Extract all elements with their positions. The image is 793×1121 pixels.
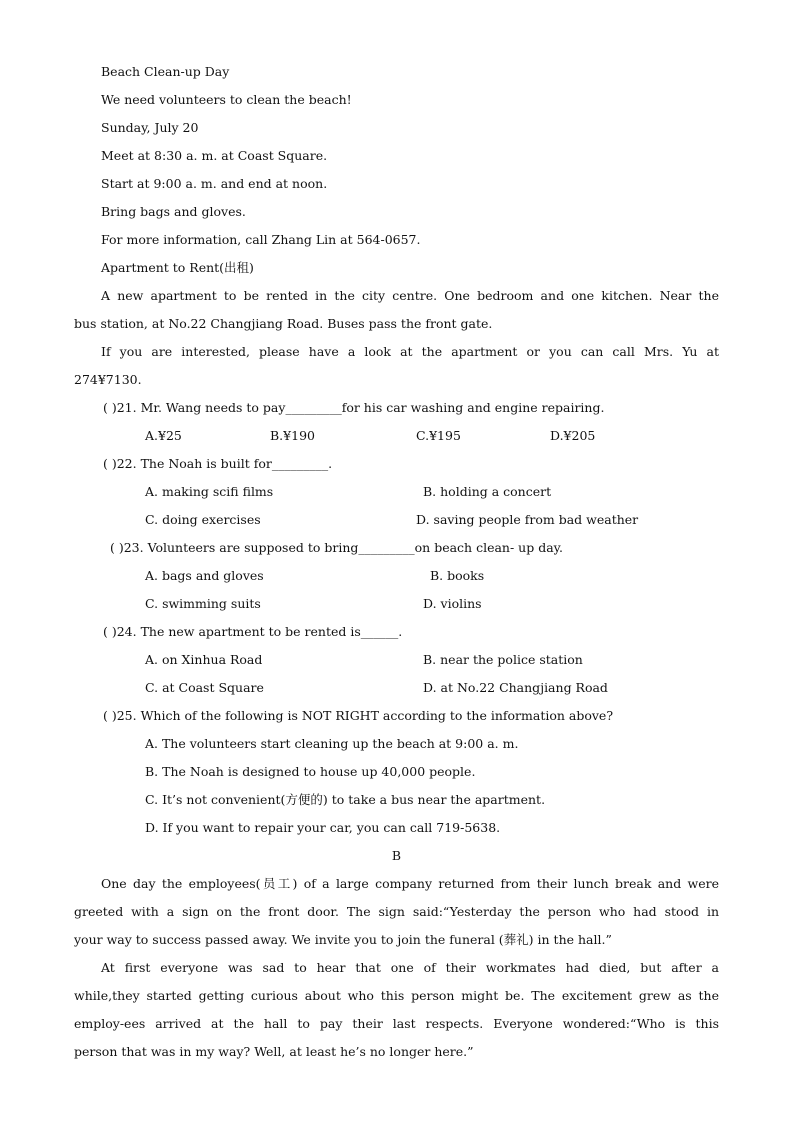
notice-need: We need volunteers to clean the beach! — [101, 92, 352, 107]
question-25-option-c: C. It’s not convenient(方便的) to take a bus near the apartment. — [145, 792, 546, 807]
apartment-para2-line1: If you are interested, please have a look at the apartment or you can call Mrs. Yu at — [101, 344, 719, 359]
section-b-label: B — [391, 848, 402, 863]
notice-title: Beach Clean-up Day — [101, 64, 230, 79]
notice-bring: Bring bags and gloves. — [101, 204, 246, 219]
section-b-para2-line1: At first everyone was sad to hear that one of their workmates had died, but after a — [101, 960, 719, 975]
question-21-option-b: B.¥190 — [270, 428, 315, 443]
question-22-option-a: A. making scifi films — [145, 484, 274, 499]
question-21-stem: ( )21. Mr. Wang needs to pay_________for his car washing and engine repairing. — [103, 400, 605, 415]
question-25-option-d: D. If you want to repair your car, you can call 719-5638. — [145, 820, 501, 835]
section-b-para2-line3: employ-ees arrived at the hall to pay their last respects. Everyone wondered:“Who is this — [74, 1016, 719, 1031]
question-21-option-a: A.¥25 — [145, 428, 182, 443]
apartment-title: Apartment to Rent(出租) — [101, 260, 254, 275]
question-21-option-d: D.¥205 — [550, 428, 596, 443]
apartment-para2-line2: 274¥7130. — [74, 372, 142, 387]
question-24-option-b: B. near the police station — [423, 652, 583, 667]
question-23-stem: ( )23. Volunteers are supposed to bring_________on beach clean- up day. — [110, 540, 564, 555]
question-23-option-d: D. violins — [423, 596, 482, 611]
question-24-option-a: A. on Xinhua Road — [145, 652, 263, 667]
section-b-para2-line2: while,they started getting curious about who this person might be. The excitement grew as the — [74, 988, 719, 1003]
section-b-para1-line3: your way to success passed away. We invite you to join the funeral (葬礼) in the hall.” — [74, 932, 612, 947]
question-25-stem: ( )25. Which of the following is NOT RIGHT according to the information above? — [103, 708, 614, 723]
section-b-para2-line4: person that was in my way? Well, at least he’s no longer here.” — [74, 1044, 474, 1059]
question-22-option-d: D. saving people from bad weather — [416, 512, 639, 527]
question-23-option-a: A. bags and gloves — [145, 568, 264, 583]
question-22-option-b: B. holding a concert — [423, 484, 552, 499]
question-23-option-c: C. swimming suits — [145, 596, 261, 611]
question-22-option-c: C. doing exercises — [145, 512, 261, 527]
notice-start: Start at 9:00 a. m. and end at noon. — [101, 176, 328, 191]
question-25-option-a: A. The volunteers start cleaning up the beach at 9:00 a. m. — [145, 736, 519, 751]
section-b-para1-line1: One day the employees(员工) of a large company returned from their lunch break and were — [101, 876, 719, 891]
question-24-stem: ( )24. The new apartment to be rented is______. — [103, 624, 403, 639]
notice-info: For more information, call Zhang Lin at 564-0657. — [101, 232, 421, 247]
section-b-para1-line2: greeted with a sign on the front door. The sign said:“Yesterday the person who had stood in — [74, 904, 719, 919]
apartment-para1-line2: bus station, at No.22 Changjiang Road. Buses pass the front gate. — [74, 316, 493, 331]
question-24-option-d: D. at No.22 Changjiang Road — [423, 680, 608, 695]
question-21-option-c: C.¥195 — [416, 428, 461, 443]
notice-date: Sunday, July 20 — [101, 120, 199, 135]
question-25-option-b: B. The Noah is designed to house up 40,000 people. — [145, 764, 476, 779]
question-24-option-c: C. at Coast Square — [145, 680, 264, 695]
notice-meet: Meet at 8:30 a. m. at Coast Square. — [101, 148, 328, 163]
question-22-stem: ( )22. The Noah is built for_________. — [103, 456, 333, 471]
question-23-option-b: B. books — [430, 568, 485, 583]
apartment-para1-line1: A new apartment to be rented in the city centre. One bedroom and one kitchen. Near the — [101, 288, 719, 303]
